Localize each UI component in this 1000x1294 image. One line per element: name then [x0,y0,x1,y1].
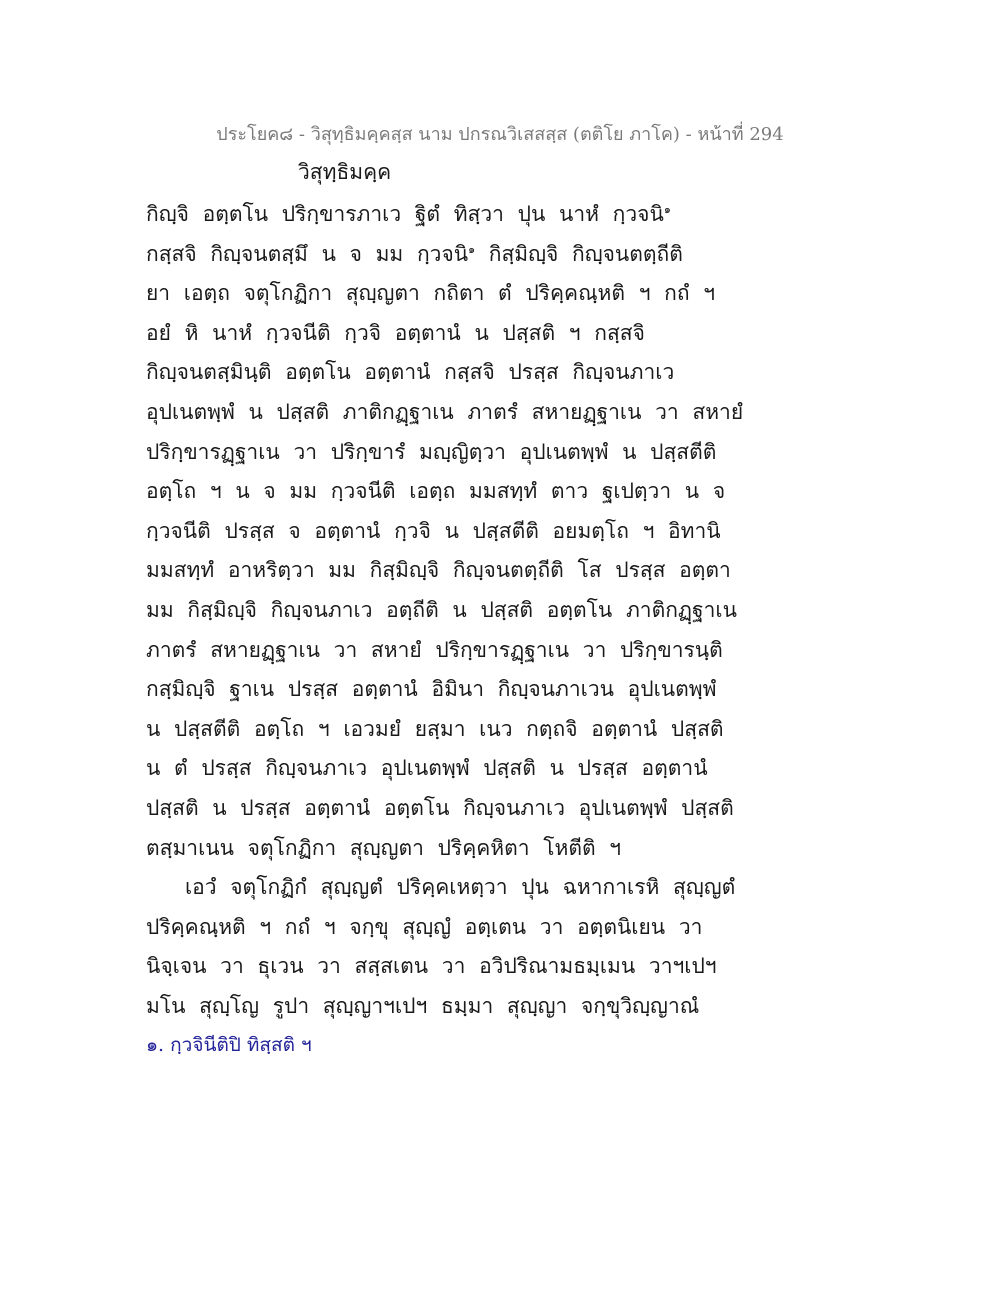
body-line-text: กิญฺจิ อตฺตโน ปริกฺขารภาเว ฐิตํ ทิสฺวา ปุน นาหํ กฺวจนิ [146,202,664,226]
body-line: น ปสฺสตีติ อตฺโถ ฯ เอวมยํ ยสฺมา เนว กตฺถจิ อตฺตานํ ปสฺสติ [146,716,724,741]
footnote-text: กฺวจินีติปิ ทิสฺสติ ฯ [170,1034,312,1057]
body-line: ตสฺมาเนน จตุโกฏิกา สุญฺญตา ปริคฺคหิตา โหตีติ ฯ [146,835,622,860]
body-line: กิญฺจนตสฺมินฺติ อตฺตโน อตฺตานํ กสฺสจิ ปรสฺส กิญฺจนภาเว [146,360,675,385]
body-line: น ตํ ปรสฺส กิญฺจนภาเว อุปเนตพฺพํ ปสฺสติ น ปรสฺส อตฺตานํ [146,756,708,781]
body-line: มม กิสฺมิญฺจิ กิญฺจนภาเว อตฺถีติ น ปสฺสติ อตฺตโน ภาติกฏฺฐาเน [146,597,737,622]
body-line: ปสฺสติ น ปรสฺส อตฺตานํ อตฺตโน กิญฺจนภาเว อุปเนตพฺพํ ปสฺสติ [146,795,734,820]
body-line: กสฺมิญฺจิ ฐาเน ปรสฺส อตฺตานํ อิมินา กิญฺจนภาเวน อุปเนตพฺพํ [146,677,717,702]
body-line: ปริคฺคณฺหติ ฯ กถํ ฯ จกฺขุ สุญฺญํ อตฺเตน วา อตฺตนิเยน วา [146,914,703,939]
body-line: ภาตรํ สหายฏฺฐาเน วา สหายํ ปริกฺขารฏฺฐาเน วา ปริกฺขารนฺติ [146,637,723,662]
footnote-marker: ๑ [468,242,476,256]
body-text [146,195,846,1066]
body-line: อยํ หิ นาหํ กฺวจนีติ กฺวจิ อตฺตานํ น ปสฺสติ ฯ กสฺสจิ [146,320,645,345]
body-line: กฺวจนีติ ปรสฺส จ อตฺตานํ กฺวจิ น ปสฺสตีติ อยมตฺโถ ฯ อิทานิ [146,518,721,543]
section-title: วิสุทฺธิมคฺค [298,160,392,184]
footnote-marker: ๑ [663,203,671,216]
page-header [0,122,1000,148]
paragraph-start-line: เอวํ จตุโกฏิกํ สุญฺญตํ ปริคฺคเหตฺวา ปุน ฉหากาเรหิ สุญฺญตํ [185,875,736,900]
body-line: มมสทฺทํ อาหริตฺวา มม กิสฺมิญฺจิ กิญฺจนตตฺถีติ โส ปรสฺส อตฺตา [146,558,731,583]
body-line: อตฺโถ ฯ น จ มม กฺวจนีติ เอตฺถ มมสทฺทํ ตาว ฐเปตฺวา น จ [146,479,726,504]
body-line: นิจฺเจน วา ธุเวน วา สสฺสเตน วา อวิปริณามธมฺเมน วาฯเปฯ [146,954,717,979]
body-line-text: กสฺสจิ กิญฺจนตสฺมึ น จ มม กฺวจนิ [146,241,469,266]
body-line [146,235,846,275]
body-line: ปริกฺขารฏฺฐาเน วา ปริกฺขารํ มญฺญิตฺวา อุปเนตพฺพํ น ปสฺสตีติ [146,439,717,464]
footnote [146,1026,846,1066]
body-line: มโน สุญฺโญ รูปา สุญฺญาฯเปฯ ธมฺมา สุญฺญา จกฺขุวิญฺญาณํ [146,993,700,1018]
body-line-text: กิสฺมิญฺจิ กิญฺจนตตฺถีติ [475,241,683,266]
body-line: อุปเนตพฺพํ น ปสฺสติ ภาติกฏฺฐาเน ภาตรํ สหายฏฺฐาเน วา สหายํ [146,399,744,424]
body-line [146,195,846,235]
body-line: ยา เอตฺถ จตุโกฏิกา สุญฺญตา กถิตา ตํ ปริคฺคณฺหติ ฯ กถํ ฯ [146,281,716,306]
footnote-number: ๑. [146,1034,165,1057]
page-header-text: ประโยค๘ - วิสุทฺธิมคฺคสฺส นาม ปกรณวิเสสสฺส (ตติโย ภาโค) - หน้าที่ 294 [216,124,784,145]
